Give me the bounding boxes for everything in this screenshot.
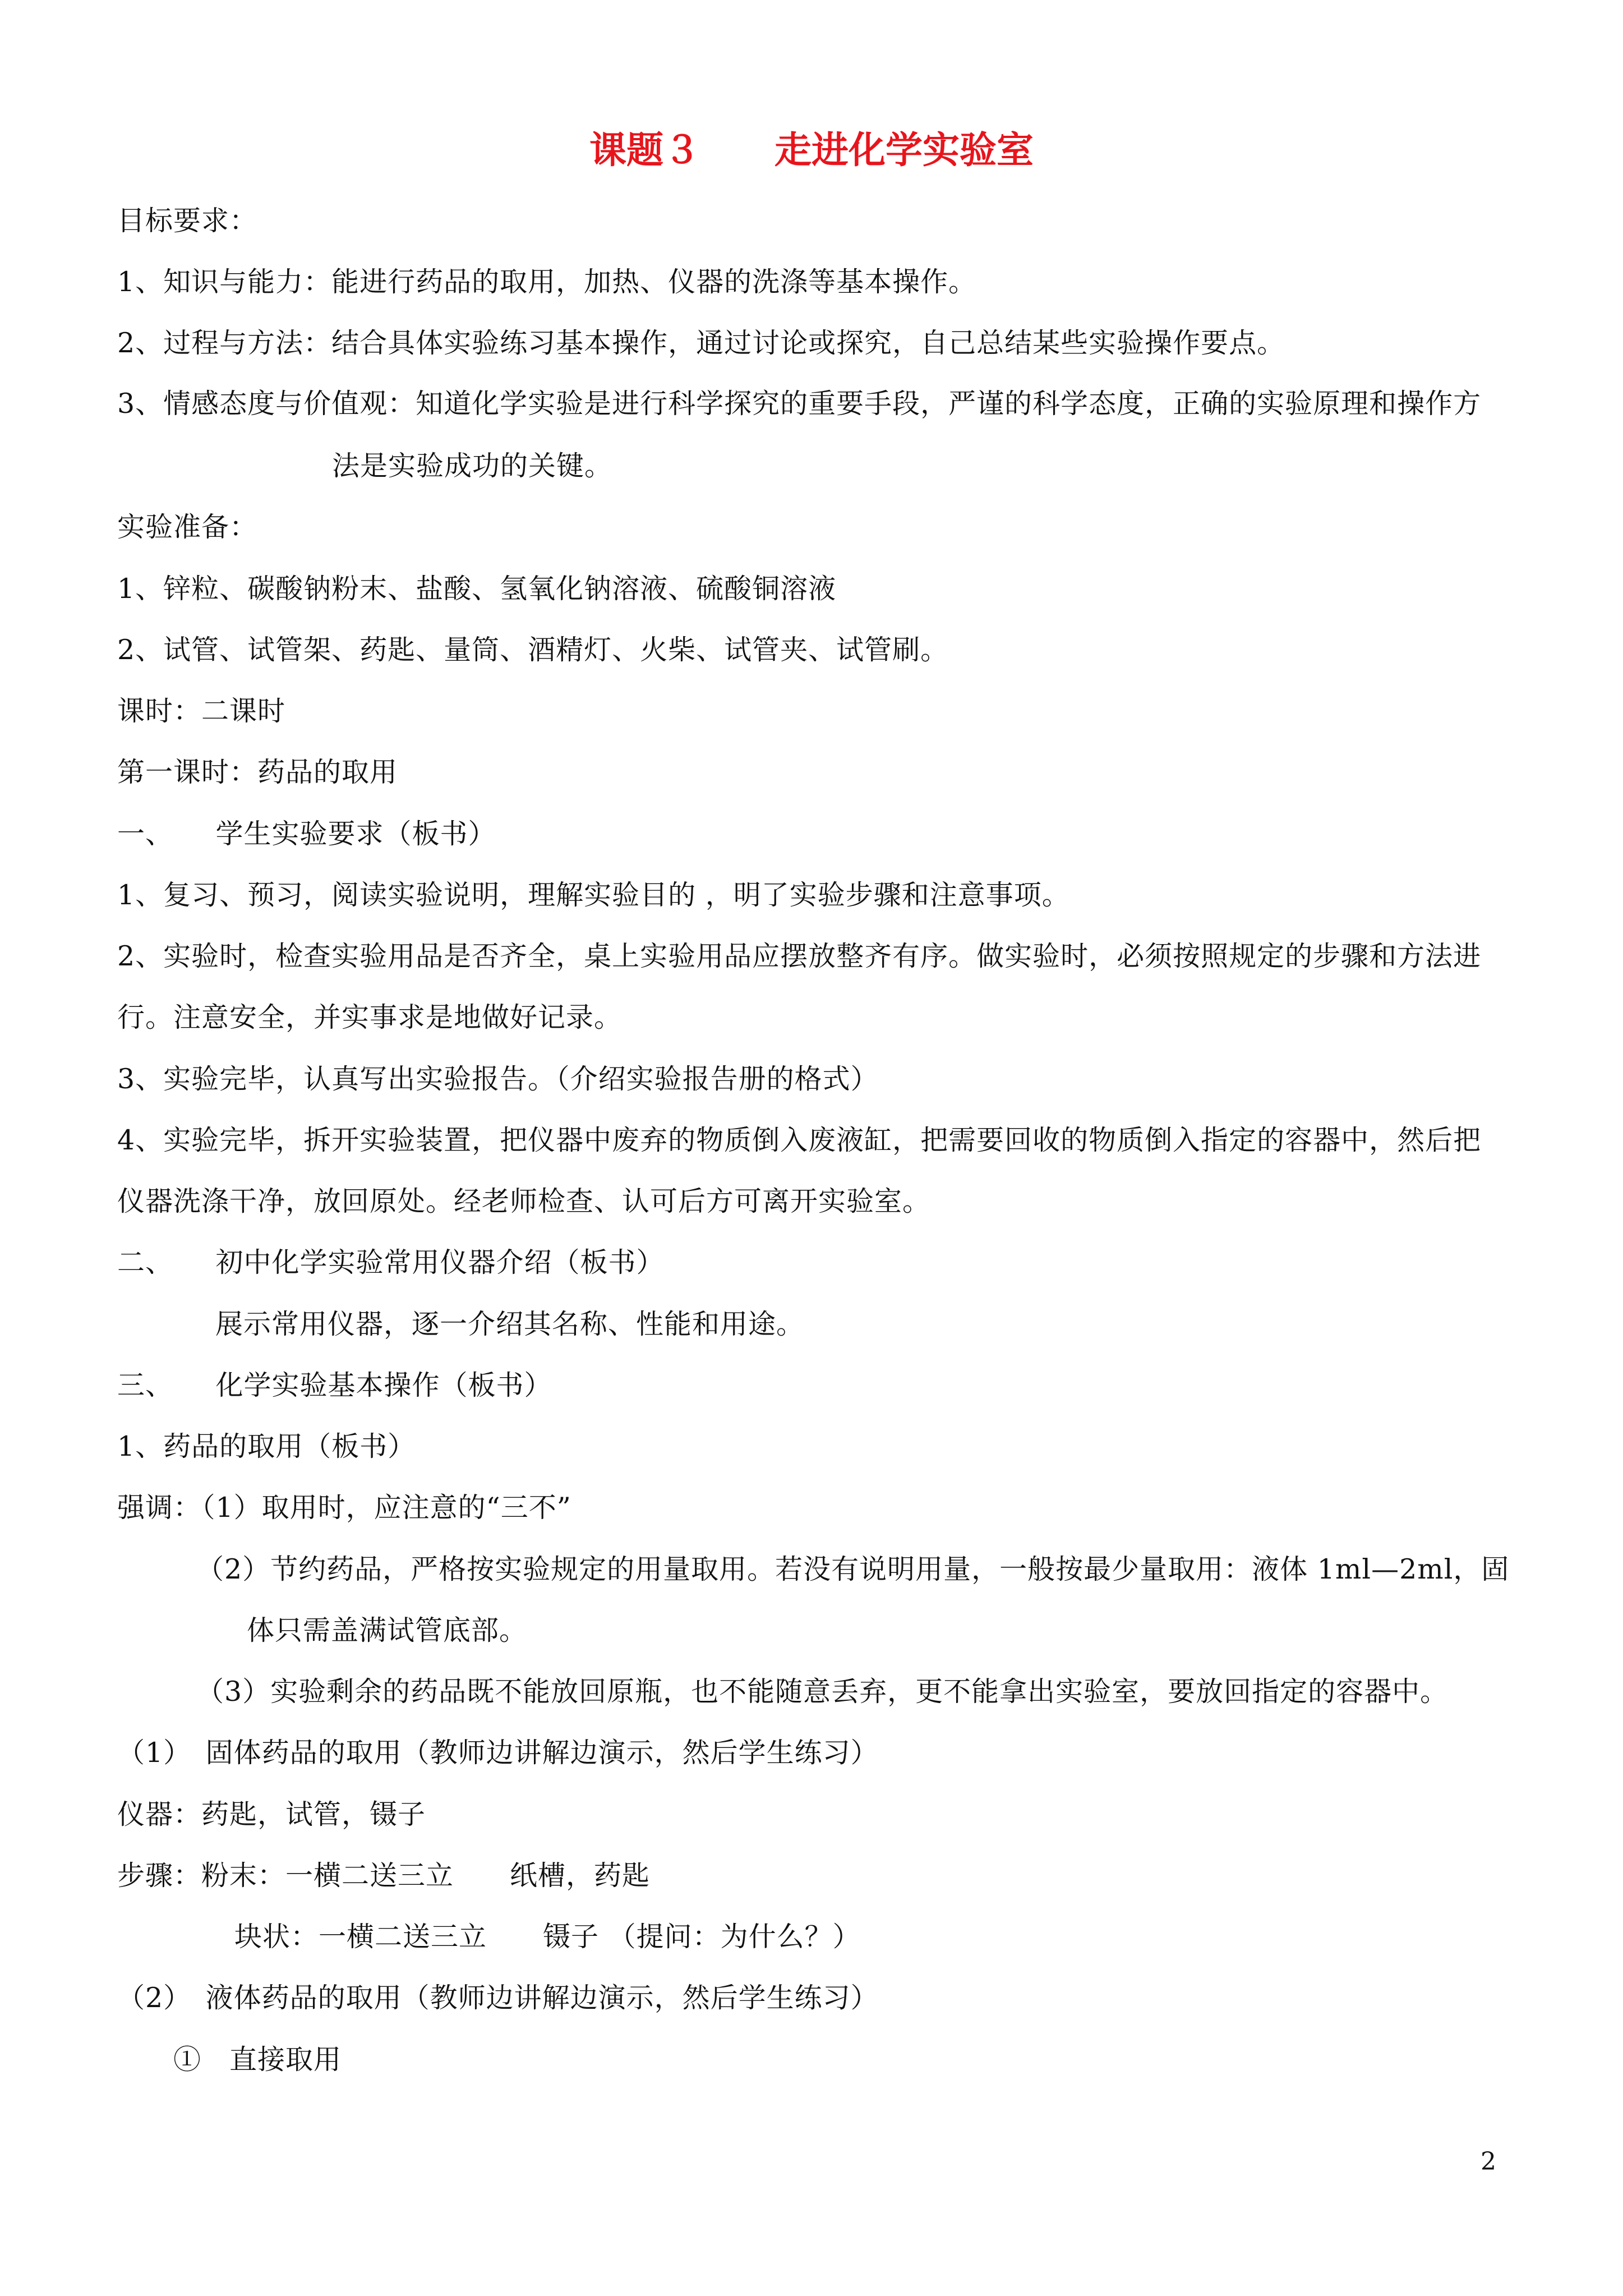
emphasis-point-3: （3）实验剩余的药品既不能放回原瓶，也不能随意丢弃，更不能拿出实验室，要放回指定的容器中。	[196, 1676, 1449, 1708]
requirement-item-2: 2、实验时，检查实验用品是否齐全，桌上实验用品应摆放整齐有序。做实验时，必须按照规定的步骤和方法进	[117, 940, 1482, 972]
requirement-item-4-continued: 仪器洗涤干净，放回原处。经老师检查、认可后方可离开实验室。	[117, 1185, 931, 1217]
emphasis-point-2-continued: 体只需盖满试管底部。	[247, 1614, 528, 1646]
liquid-drug-heading: （2） 液体药品的取用（教师边讲解边演示，然后学生练习）	[117, 1982, 879, 2014]
section-heading-preparation: 实验准备：	[117, 511, 258, 543]
requirement-item-2-continued: 行。注意安全，并实事求是地做好记录。	[117, 1001, 623, 1033]
direct-taking-item: ① 直接取用	[173, 2044, 342, 2076]
goal-item-3: 3、情感态度与价值观：知道化学实验是进行科学探究的重要手段，严谨的科学态度，正确的实验原理和操作方	[117, 388, 1482, 420]
document-title: 课题３ 走进化学实验室	[589, 128, 1034, 172]
part-three-heading: 三、 化学实验基本操作（板书）	[117, 1369, 552, 1401]
part-two-text: 展示常用仪器，逐一介绍其名称、性能和用途。	[215, 1308, 805, 1340]
requirement-item-3: 3、实验完毕，认真写出实验报告。（介绍实验报告册的格式）	[117, 1063, 879, 1095]
requirement-item-1: 1、复习、预习，阅读实验说明，理解实验目的 ，明了实验步骤和注意事项。	[117, 879, 1070, 911]
steps-powder-line: 步骤：粉末：一横二送三立 纸槽，药匙	[117, 1860, 651, 1892]
goal-item-2: 2、过程与方法：结合具体实验练习基本操作，通过讨论或探究，自己总结某些实验操作要点。	[117, 327, 1285, 359]
first-lesson-heading: 第一课时：药品的取用	[117, 756, 398, 788]
emphasis-point-2: （2）节约药品，严格按实验规定的用量取用。若没有说明用量，一般按最少量取用：液体 1ml—2ml，固	[196, 1553, 1510, 1585]
preparation-item-1: 1、锌粒、碳酸钠粉末、盐酸、氢氧化钠溶液、硫酸铜溶液	[117, 573, 837, 605]
part-one-heading: 一、 学生实验要求（板书）	[117, 818, 496, 850]
part-two-heading: 二、 初中化学实验常用仪器介绍（板书）	[117, 1246, 665, 1278]
instruments-line: 仪器：药匙，试管，镊子	[117, 1798, 426, 1830]
solid-drug-heading: （1） 固体药品的取用（教师边讲解边演示，然后学生练习）	[117, 1737, 879, 1769]
class-hours: 课时：二课时	[117, 695, 286, 727]
requirement-item-4: 4、实验完毕，拆开实验装置，把仪器中废弃的物质倒入废液缸，把需要回收的物质倒入指定的容器中，然后把	[117, 1124, 1482, 1156]
goal-item-1: 1、知识与能力：能进行药品的取用，加热、仪器的洗涤等基本操作。	[117, 266, 977, 298]
emphasis-point-1: 强调：（1）取用时，应注意的“三不”	[117, 1492, 571, 1524]
page-number: 2	[1481, 2147, 1496, 2176]
subsection-drug-taking: 1、药品的取用（板书）	[117, 1430, 416, 1462]
section-heading-goals: 目标要求：	[117, 205, 258, 237]
goal-item-3-continued: 法是实验成功的关键。	[332, 450, 613, 482]
steps-block-line: 块状：一横二送三立 镊子 （提问：为什么？）	[234, 1921, 861, 1953]
preparation-item-2: 2、试管、试管架、药匙、量筒、酒精灯、火柴、试管夹、试管刷。	[117, 634, 949, 666]
